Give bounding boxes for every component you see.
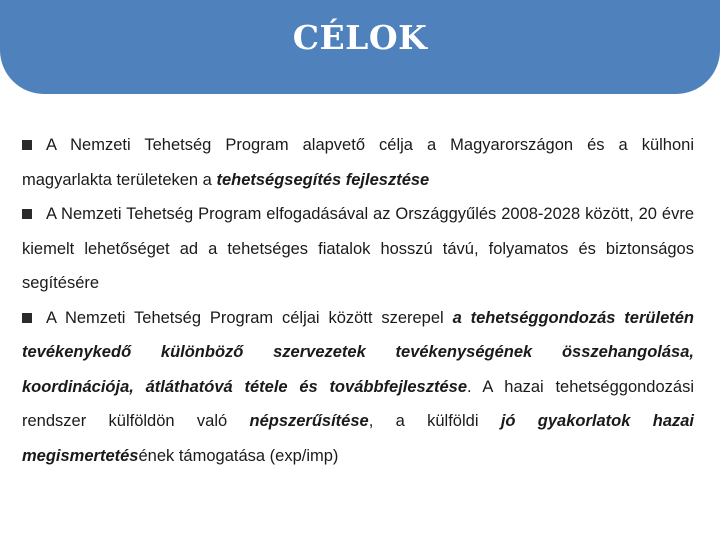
emphasis-text: a tehetséggondozás területén tevékenykedő különböző szervezetek tevékenységének összehangolása, koordinációja, átláthatóvá tétele és továbbfejlesztése — [22, 308, 694, 396]
title-banner — [0, 0, 720, 94]
paragraph-text: ének támogatása (exp/imp) — [138, 446, 339, 465]
paragraph-2 — [22, 197, 694, 301]
slide-title: CÉLOK — [292, 18, 428, 57]
paragraph-text: . A hazai tehetséggondozási rendszer külföldön való — [22, 377, 695, 430]
paragraph-text: A Nemzeti Tehetség Program céljai között szerepel — [46, 308, 453, 327]
bullet-square-icon — [22, 313, 32, 323]
emphasis-text: jó gyakorlatok hazai megismertetés — [22, 412, 695, 465]
paragraph-text: A Nemzeti Tehetség Program elfogadásával az Országgyűlés 2008-2028 között, 20 évre kiemelt lehetőséget ad a tehetséges fiatalok hosszú távú, folyamatos és biztonságos segítésére — [22, 205, 694, 292]
paragraph-3 — [22, 301, 694, 474]
paragraph-text: , a külföldi — [368, 412, 501, 430]
bullet-square-icon — [22, 209, 32, 219]
paragraph-text: A Nemzeti Tehetség Program alapvető célja a Magyarországon és a külhoni magyarlakta területeken a — [22, 136, 694, 189]
paragraph-1 — [22, 128, 694, 197]
emphasis-text: tehetségsegítés fejlesztése — [216, 170, 430, 189]
bullet-square-icon — [22, 140, 32, 150]
emphasis-text: népszerűsítése — [249, 412, 369, 430]
content-area — [22, 128, 694, 473]
